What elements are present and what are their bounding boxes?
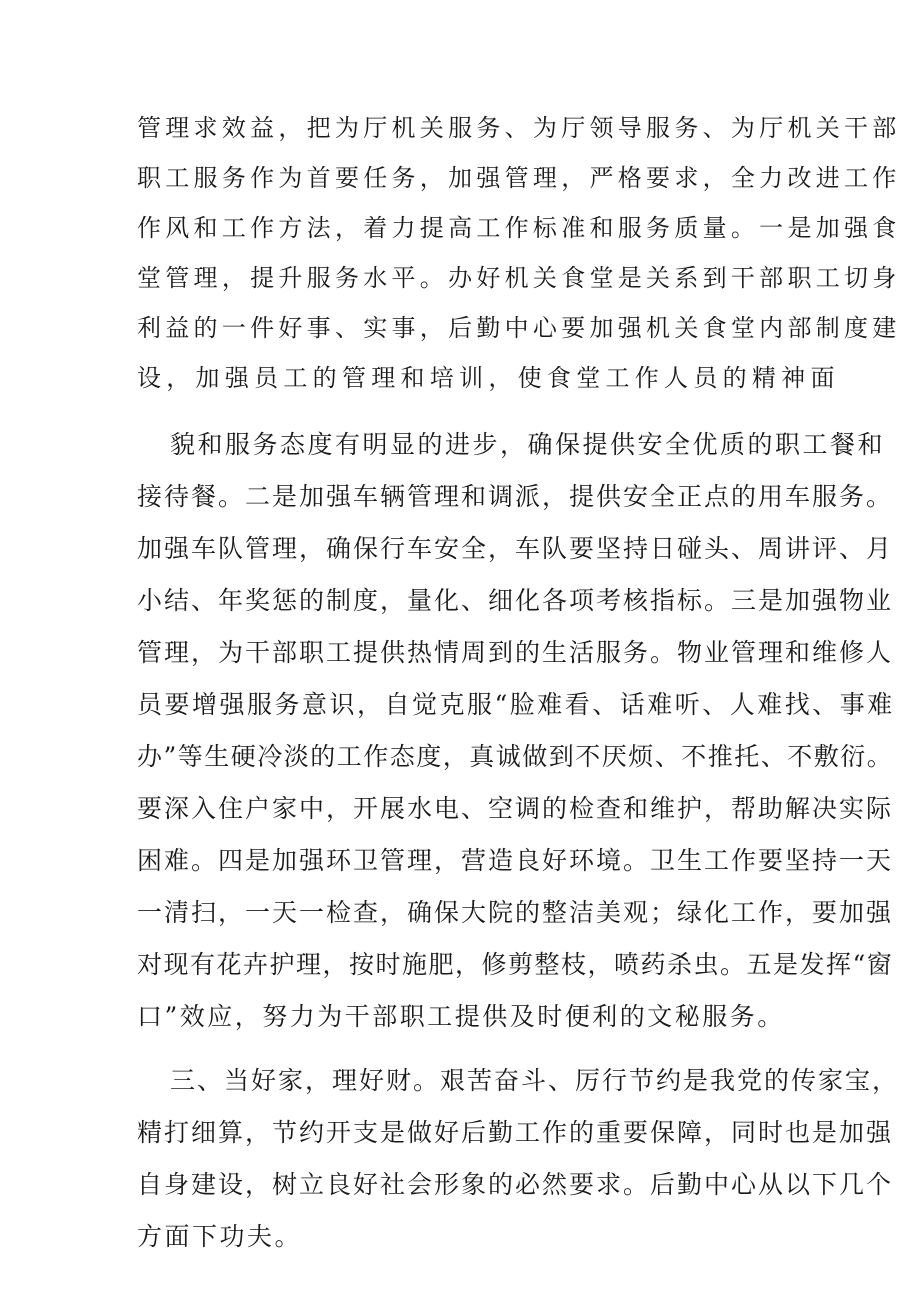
- text-line: 作风和工作方法，着力提高工作标准和服务质量。一是加强食: [137, 214, 901, 242]
- text-line: 小结、年奖惩的制度，量化、细化各项考核指标。三是加强物业: [137, 586, 894, 615]
- text-line: 利益的一件好事、实事，后勤中心要加强机关食堂内部制度建: [137, 314, 901, 342]
- text-line: 自身建设，树立良好社会形象的必然要求。后勤中心从以下几个: [137, 1170, 894, 1199]
- text-line: 设，加强员工的管理和培训，使食堂工作人员的精神面: [137, 364, 840, 392]
- text-line: 办”等生硬冷淡的工作态度，真诚做到不厌烦、不推托、不敷衍。: [137, 742, 894, 771]
- text-line: 口”效应，努力为干部职工提供及时便利的文秘服务。: [137, 1002, 785, 1031]
- text-line: 貌和服务态度有明显的进步，确保提供安全优质的职工餐和: [170, 430, 886, 459]
- text-line: 要深入住户家中，开展水电、空调的检查和维护，帮助解决实际: [137, 794, 894, 823]
- text-line: 管理，为干部职工提供热情周到的生活服务。物业管理和维修人: [137, 638, 894, 667]
- text-line: 职工服务作为首要任务，加强管理，严格要求，全力改进工作: [137, 164, 901, 192]
- text-line: 三、当好家，理好财。艰苦奋斗、厉行节约是我党的传家宝，: [170, 1066, 900, 1095]
- text-line: 困难。四是加强环卫管理，营造良好环境。卫生工作要坚持一天: [137, 846, 894, 875]
- text-line: 方面下功夫。: [137, 1222, 303, 1251]
- text-line: 一清扫，一天一检查，确保大院的整洁美观；绿化工作，要加强: [137, 898, 894, 927]
- text-line: 员要增强服务意识，自觉克服“脸难看、话难听、人难找、事难: [137, 690, 895, 719]
- text-line: 精打细算，节约开支是做好后勤工作的重要保障，同时也是加强: [137, 1118, 894, 1147]
- text-line: 加强车队管理，确保行车安全，车队要坚持日碰头、周讲评、月: [137, 534, 894, 563]
- text-line: 对现有花卉护理，按时施肥，修剪整枝，喷药杀虫。五是发挥“窗: [137, 950, 894, 979]
- text-line: 接待餐。二是加强车辆管理和调派，提供安全正点的用车服务。: [137, 482, 894, 511]
- text-line: 堂管理，提升服务水平。办好机关食堂是关系到干部职工切身: [137, 264, 901, 292]
- text-line: 管理求效益，把为厅机关服务、为厅领导服务、为厅机关干部: [137, 114, 901, 142]
